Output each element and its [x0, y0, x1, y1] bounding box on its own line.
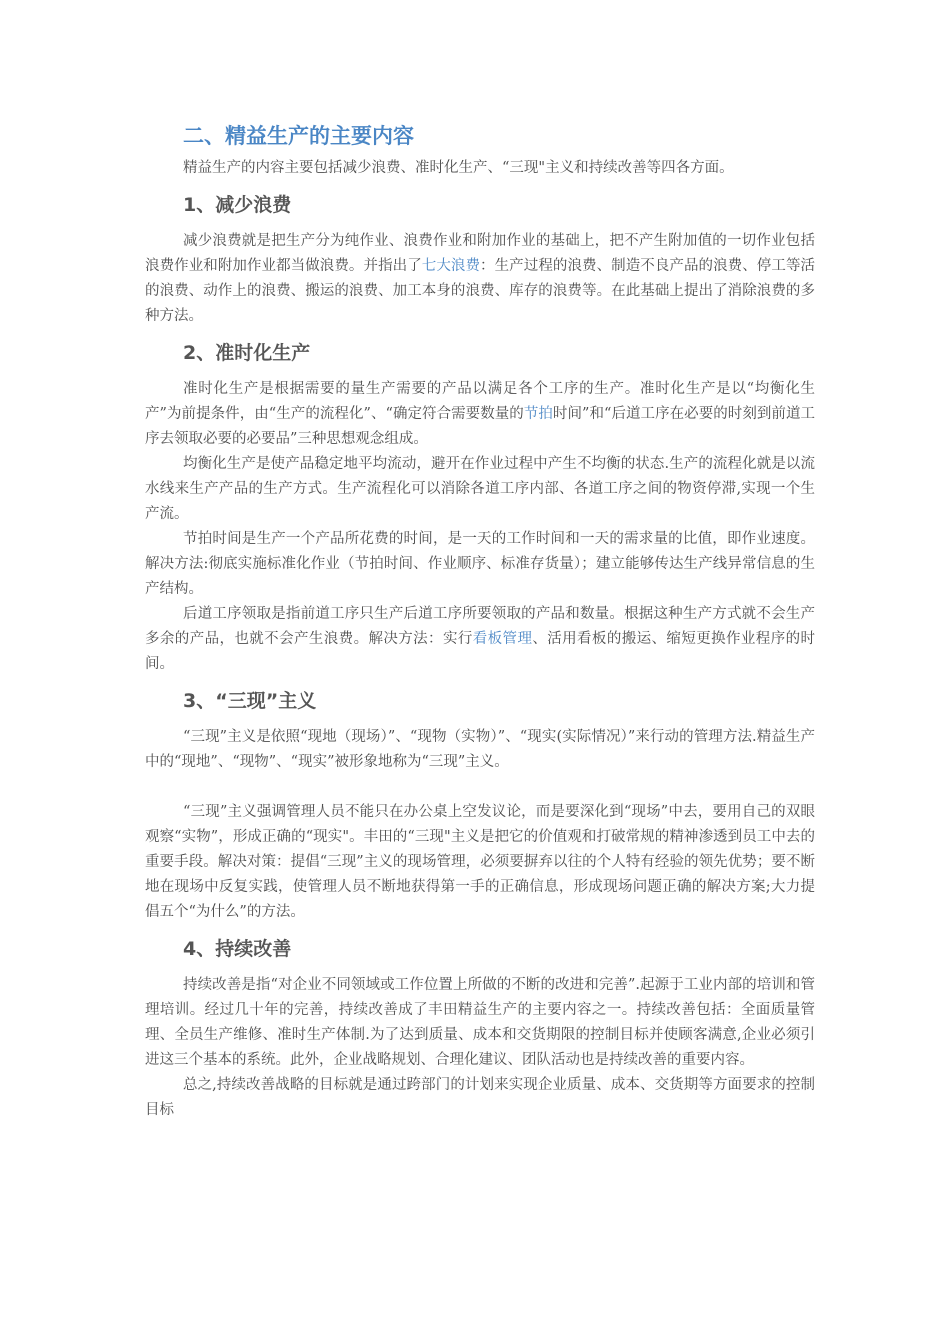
page-title: 二、精益生产的主要内容: [183, 124, 414, 148]
continuous-improvement-paragraph-2: 总之,持续改善战略的目标就是通过跨部门的计划来实现企业质量、成本、交货期等方面要求的控制目标: [145, 1077, 815, 1118]
section-heading-continuous-improvement: 4、持续改善: [183, 938, 292, 960]
continuous-improvement-paragraph-1: 持续改善是指“对企业不同领域或工作位置上所做的不断的改进和完善”.起源于工业内部的培训和管理培训。经过几十年的完善，持续改善成了丰田精益生产的主要内容之一。持续改善包括：全面质量管理、全员生产维修、准时生产体制.为了达到质量、成本和交货期限的控制目标并使顾客满意,企业必须引进这三个基本的系统。此外，企业战略规划、合理化建议、团队活动也是持续改善的重要内容。: [145, 977, 815, 1068]
kanban-management-link[interactable]: 看板管理: [472, 631, 533, 647]
jit-paragraph-1: [145, 377, 815, 452]
intro-paragraph: 精益生产的内容主要包括减少浪费、准时化生产、“三现"主义和持续改善等四各方面。: [183, 160, 734, 176]
three-gen-paragraph-2: “三现”主义强调管理人员不能只在办公桌上空发议论，而是要深化到“现场”中去，要用自己的双眼观察“实物”，形成正确的“现实"。丰田的“三现"主义是把它的价值观和打破常规的精神渗透到员工中去的重要手段。解决对策：提倡“三现”主义的现场管理，必须要摒弃以往的个人特有经验的领先优势；要不断地在现场中反复实践，使管理人员不断地获得第一手的正确信息，形成现场问题正确的解决方案;大力提倡五个“为什么”的方法。: [145, 804, 815, 920]
text-span: 后道工序领取是指前道工序只生产后道工序所要领取的产品和数量。根据这种生产方式就不会生产多余的产品，也就不会产生浪费。解决方法：实行: [145, 606, 815, 647]
document-page: [145, 118, 815, 1123]
three-gen-paragraph-1: “三现”主义是依照“现地（现场）”、“现物（实物）”、“现实(实际情况）”来行动的管理方法.精益生产中的“现地”、“现物”、“现实”被形象地称为“三现”主义。: [145, 729, 815, 770]
seven-wastes-link[interactable]: 七大浪费: [421, 258, 481, 274]
text-span: 时间”和“后道工序在必要的时刻到前道工序去领取必要的必要品”三种思想观念组成。: [145, 406, 816, 447]
jit-paragraph-2: 均衡化生产是使产品稳定地平均流动，避开在作业过程中产生不均衡的状态.生产的流程化就是以流水线来生产产品的生产方式。生产流程化可以消除各道工序内部、各道工序之间的物资停滞,实现一个生产流。: [145, 456, 815, 522]
text-span: 、活用看板的搬运、缩短更换作业程序的时间。: [145, 631, 816, 672]
text-span: 减少浪费就是把生产分为纯作业、浪费作业和附加作业的基础上，把不产生附加值的一切作业包括浪费作业和附加作业都当做浪费。并指出了: [145, 233, 815, 274]
section-heading-three-gen: 3、“三现”主义: [183, 690, 317, 712]
takt-link[interactable]: 节拍: [523, 406, 553, 422]
jit-paragraph-3: 节拍时间是生产一个产品所花费的时间，是一天的工作时间和一天的需求量的比值，即作业速度。解决方法:彻底实施标准化作业（节拍时间、作业顺序、标准存货量）；建立能够传达生产线异常信息的生产结构。: [145, 531, 815, 597]
jit-paragraph-4: [145, 602, 815, 677]
text-span: ：生产过程的浪费、制造不良产品的浪费、停工等活的浪费、动作上的浪费、搬运的浪费、加工本身的浪费、库存的浪费等。在此基础上提出了消除浪费的多种方法。: [145, 258, 816, 324]
text-span: 准时化生产是根据需要的量生产需要的产品以满足各个工序的生产。准时化生产是以“均衡化生产”为前提条件，由“生产的流程化”、“确定符合需要数量的: [145, 381, 815, 422]
section-heading-reduce-waste: 1、减少浪费: [183, 194, 292, 216]
reduce-waste-paragraph: [145, 229, 815, 329]
section-heading-jit: 2、准时化生产: [183, 342, 311, 364]
